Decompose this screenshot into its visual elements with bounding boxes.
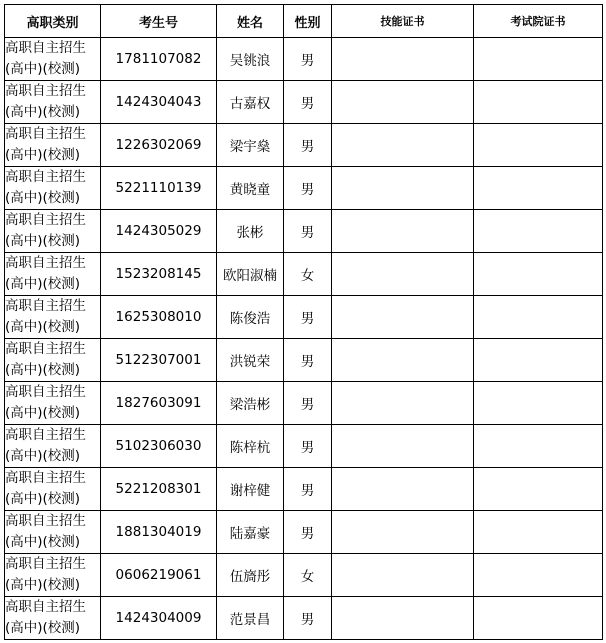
type-line-2: (高中)(校测) — [5, 534, 81, 550]
cell-sex: 男 — [284, 167, 332, 210]
type-line-1: 高职自主招生 — [5, 255, 86, 271]
table-row — [5, 382, 603, 425]
header-row — [5, 5, 603, 38]
table-body — [5, 38, 603, 640]
cell-exam-cert — [474, 511, 603, 554]
cell-exam-no: 1881304019 — [101, 511, 217, 554]
cell-sex: 男 — [284, 124, 332, 167]
type-line-2: (高中)(校测) — [5, 319, 81, 335]
cell-skill-cert — [332, 167, 474, 210]
cell-sex: 男 — [284, 38, 332, 81]
cell-sex: 女 — [284, 554, 332, 597]
cell-exam-cert — [474, 210, 603, 253]
cell-type — [5, 339, 101, 382]
cell-name: 梁宇燊 — [217, 124, 284, 167]
table-row — [5, 597, 603, 640]
type-line-1: 高职自主招生 — [5, 384, 86, 400]
cell-type — [5, 167, 101, 210]
type-line-2: (高中)(校测) — [5, 147, 81, 163]
cell-skill-cert — [332, 38, 474, 81]
cell-exam-no: 1226302069 — [101, 124, 217, 167]
table-row — [5, 468, 603, 511]
cell-exam-no: 5102306030 — [101, 425, 217, 468]
cell-skill-cert — [332, 554, 474, 597]
cell-exam-no: 5221110139 — [101, 167, 217, 210]
cell-exam-no: 1625308010 — [101, 296, 217, 339]
cell-name: 伍旖彤 — [217, 554, 284, 597]
type-line-2: (高中)(校测) — [5, 190, 81, 206]
cell-name: 陈梓杭 — [217, 425, 284, 468]
cell-skill-cert — [332, 382, 474, 425]
cell-name: 陆嘉豪 — [217, 511, 284, 554]
cell-exam-cert — [474, 597, 603, 640]
cell-name: 黄晓童 — [217, 167, 284, 210]
table-row — [5, 124, 603, 167]
header-exam-no: 考生号 — [101, 5, 217, 38]
cell-type — [5, 124, 101, 167]
header-exam-cert: 考试院证书 — [474, 5, 603, 38]
cell-type — [5, 38, 101, 81]
cell-skill-cert — [332, 511, 474, 554]
type-line-1: 高职自主招生 — [5, 126, 86, 142]
cell-name: 谢梓健 — [217, 468, 284, 511]
type-line-1: 高职自主招生 — [5, 212, 86, 228]
cell-sex: 女 — [284, 253, 332, 296]
cell-name: 张彬 — [217, 210, 284, 253]
cell-exam-cert — [474, 253, 603, 296]
cell-skill-cert — [332, 339, 474, 382]
cell-exam-cert — [474, 425, 603, 468]
cell-exam-no: 1424305029 — [101, 210, 217, 253]
cell-type — [5, 597, 101, 640]
cell-exam-no: 1827603091 — [101, 382, 217, 425]
cell-exam-cert — [474, 554, 603, 597]
cell-exam-cert — [474, 167, 603, 210]
cell-type — [5, 296, 101, 339]
cell-exam-cert — [474, 296, 603, 339]
type-line-1: 高职自主招生 — [5, 40, 86, 56]
cell-exam-cert — [474, 382, 603, 425]
table-row — [5, 425, 603, 468]
cell-name: 梁浩彬 — [217, 382, 284, 425]
cell-skill-cert — [332, 210, 474, 253]
cell-sex: 男 — [284, 296, 332, 339]
cell-exam-no: 1781107082 — [101, 38, 217, 81]
type-line-2: (高中)(校测) — [5, 577, 81, 593]
cell-exam-no: 1424304043 — [101, 81, 217, 124]
cell-name: 洪锐荣 — [217, 339, 284, 382]
cell-skill-cert — [332, 597, 474, 640]
header-type: 高职类别 — [5, 5, 101, 38]
cell-skill-cert — [332, 253, 474, 296]
cell-sex: 男 — [284, 511, 332, 554]
type-line-1: 高职自主招生 — [5, 169, 86, 185]
cell-type — [5, 425, 101, 468]
cell-name: 欧阳淑楠 — [217, 253, 284, 296]
cell-skill-cert — [332, 296, 474, 339]
cell-exam-no: 1424304009 — [101, 597, 217, 640]
type-line-2: (高中)(校测) — [5, 61, 81, 77]
cell-exam-no: 5122307001 — [101, 339, 217, 382]
type-line-2: (高中)(校测) — [5, 104, 81, 120]
header-name: 姓名 — [217, 5, 284, 38]
cell-skill-cert — [332, 468, 474, 511]
cell-name: 陈俊浩 — [217, 296, 284, 339]
table-row — [5, 253, 603, 296]
cell-type — [5, 511, 101, 554]
cell-exam-cert — [474, 38, 603, 81]
cell-type — [5, 210, 101, 253]
cell-exam-cert — [474, 339, 603, 382]
cell-exam-cert — [474, 468, 603, 511]
cell-sex: 男 — [284, 81, 332, 124]
cell-type — [5, 554, 101, 597]
cell-sex: 男 — [284, 597, 332, 640]
type-line-1: 高职自主招生 — [5, 427, 86, 443]
header-skill-cert: 技能证书 — [332, 5, 474, 38]
type-line-1: 高职自主招生 — [5, 470, 86, 486]
type-line-2: (高中)(校测) — [5, 620, 81, 636]
type-line-1: 高职自主招生 — [5, 599, 86, 615]
table-row — [5, 339, 603, 382]
cell-exam-cert — [474, 81, 603, 124]
cell-skill-cert — [332, 81, 474, 124]
type-line-1: 高职自主招生 — [5, 83, 86, 99]
cell-type — [5, 382, 101, 425]
table-row — [5, 210, 603, 253]
type-line-1: 高职自主招生 — [5, 556, 86, 572]
cell-skill-cert — [332, 425, 474, 468]
header-sex: 性别 — [284, 5, 332, 38]
cell-exam-cert — [474, 124, 603, 167]
type-line-2: (高中)(校测) — [5, 233, 81, 249]
cell-sex: 男 — [284, 382, 332, 425]
type-line-2: (高中)(校测) — [5, 405, 81, 421]
cell-type — [5, 468, 101, 511]
cell-type — [5, 81, 101, 124]
admissions-table — [4, 4, 603, 640]
cell-type — [5, 253, 101, 296]
table-row — [5, 511, 603, 554]
cell-name: 范景昌 — [217, 597, 284, 640]
type-line-2: (高中)(校测) — [5, 448, 81, 464]
type-line-2: (高中)(校测) — [5, 276, 81, 292]
cell-sex: 男 — [284, 339, 332, 382]
cell-exam-no: 5221208301 — [101, 468, 217, 511]
cell-name: 古嘉权 — [217, 81, 284, 124]
table-row — [5, 554, 603, 597]
type-line-1: 高职自主招生 — [5, 298, 86, 314]
table-row — [5, 81, 603, 124]
table-row — [5, 167, 603, 210]
type-line-2: (高中)(校测) — [5, 362, 81, 378]
cell-name: 吴铫浪 — [217, 38, 284, 81]
type-line-2: (高中)(校测) — [5, 491, 81, 507]
cell-exam-no: 1523208145 — [101, 253, 217, 296]
cell-sex: 男 — [284, 210, 332, 253]
cell-skill-cert — [332, 124, 474, 167]
cell-sex: 男 — [284, 468, 332, 511]
table-row — [5, 38, 603, 81]
table-row — [5, 296, 603, 339]
type-line-1: 高职自主招生 — [5, 513, 86, 529]
cell-sex: 男 — [284, 425, 332, 468]
cell-exam-no: 0606219061 — [101, 554, 217, 597]
type-line-1: 高职自主招生 — [5, 341, 86, 357]
